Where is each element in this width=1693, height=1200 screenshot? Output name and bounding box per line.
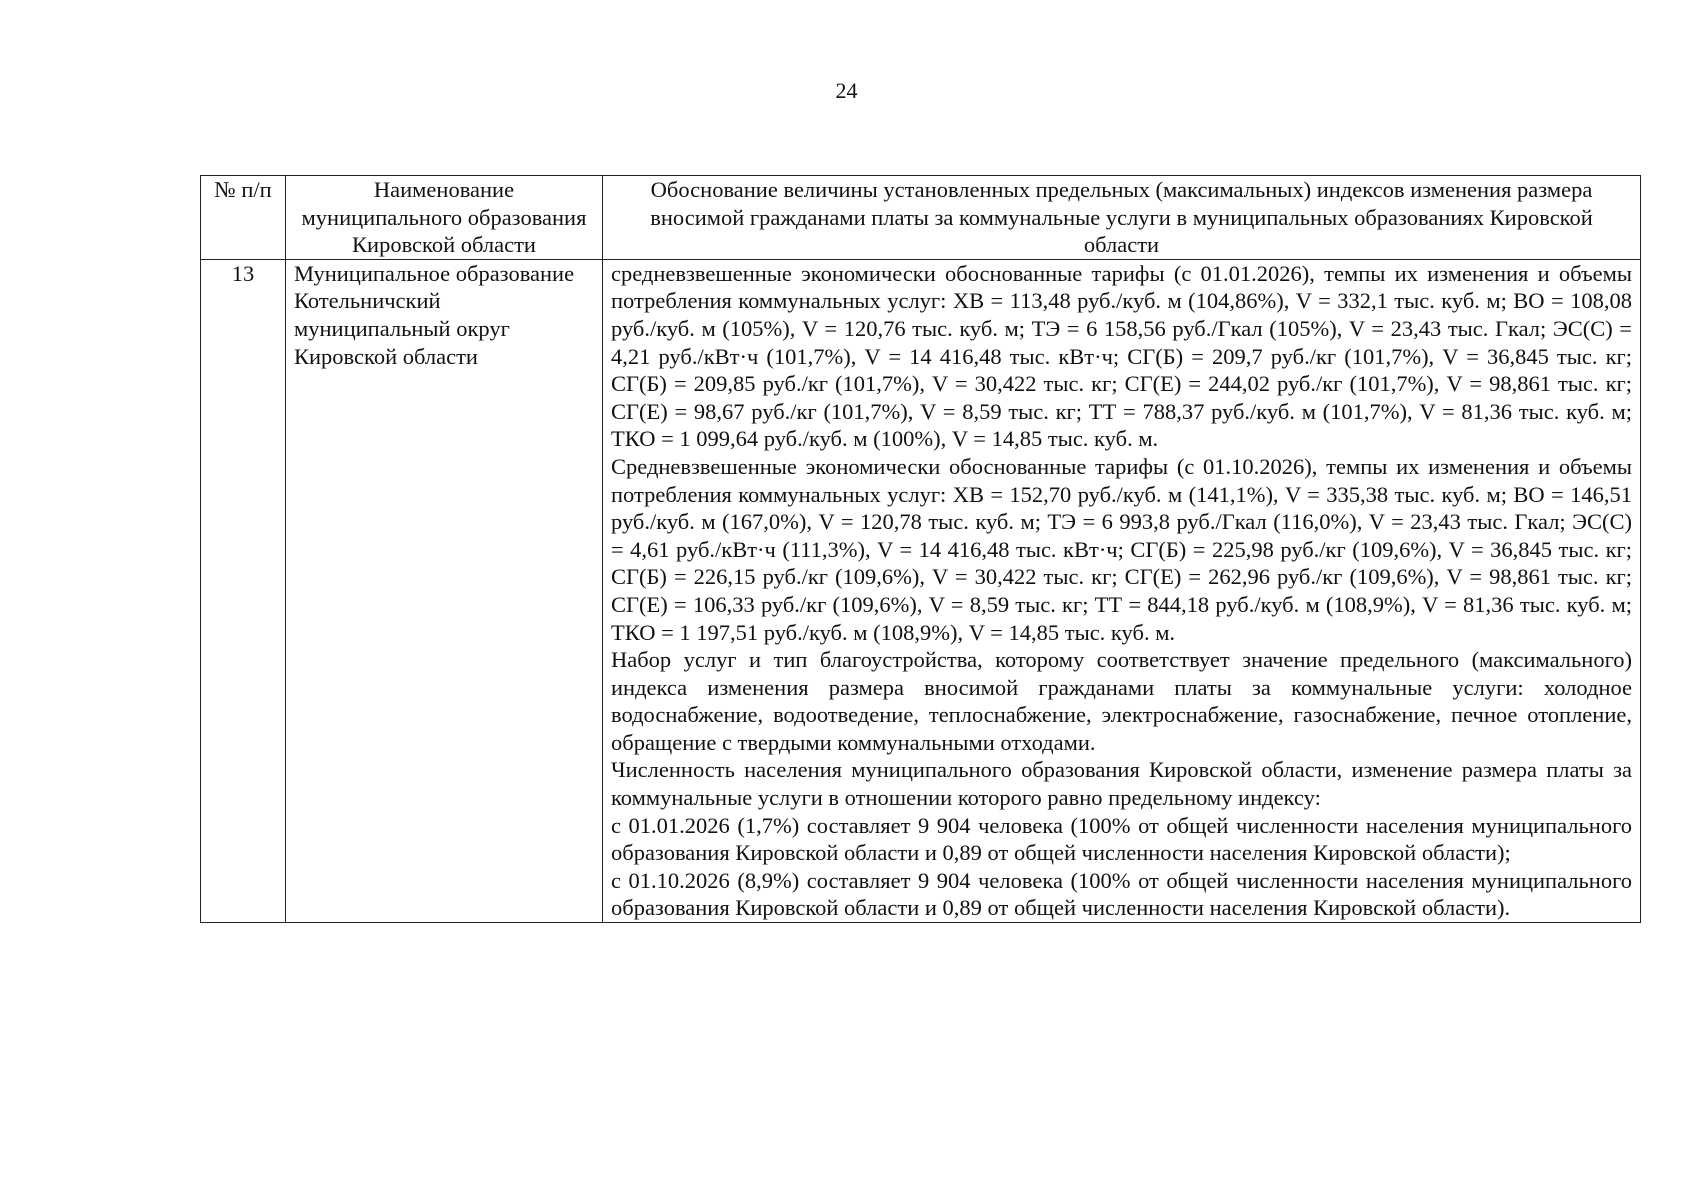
justification-cell [603, 259, 1641, 922]
header-municipality-name: Наименование муниципального образования Кировской области [286, 176, 603, 260]
population-jan-paragraph: с 01.01.2026 (1,7%) составляет 9 904 человека (100% от общей численности населения муниципального образования Кировской области и 0,89 от общей численности населения Кировской области); [611, 812, 1632, 866]
row-number: 13 [201, 259, 286, 922]
header-row [201, 176, 1641, 260]
population-oct-paragraph: с 01.10.2026 (8,9%) составляет 9 904 человека (100% от общей численности населения муниципального образования Кировской области и 0,89 от общей численности населения Кировской области). [611, 867, 1632, 921]
population-intro-paragraph: Численность населения муниципального образования Кировской области, изменение размера платы за коммунальные услуги в отношении которого равно предельному индексу: [611, 757, 1632, 811]
page-number: 24 [835, 78, 858, 103]
indices-table [200, 175, 1641, 923]
table-body [201, 259, 1641, 922]
header-row-number: № п/п [201, 176, 286, 260]
services-set-paragraph: Набор услуг и тип благоустройства, которому соответствует значение предельного (максимального) индекса изменения размера вносимой гражданами платы за коммунальные услуги: холодное водоснабжение, водоотведение, теплоснабжение, электроснабжение, газоснабжение, печное отопление, обращение с твердыми коммунальными отходами. [611, 647, 1632, 755]
table-header [201, 176, 1641, 260]
municipality-name: Муниципальное образование Котельничский муниципальный округ Кировской области [286, 259, 603, 922]
table-row [201, 259, 1641, 922]
header-justification: Обоснование величины установленных предельных (максимальных) индексов изменения размера вносимой гражданами платы за коммунальные услуги в муниципальных образованиях Кировской области [603, 176, 1641, 260]
tariffs-oct-paragraph: Средневзвешенные экономически обоснованные тарифы (с 01.10.2026), темпы их изменения и объемы потребления коммунальных услуг: ХВ = 152,70 руб./куб. м (141,1%), V = 335,38 тыс. куб. м; ВО = 146,51 руб./куб. м (167,0%), V = 120,78 тыс. куб. м; ТЭ = 6 993,8 руб./Гкал (116,0%), V = 23,43 тыс. Гкал; ЭС(С) = 4,61 руб./кВт·ч (111,3%), V = 14 416,48 тыс. кВт·ч; СГ(Б) = 225,98 руб./кг (109,6%), V = 36,845 тыс. кг; СГ(Б) = 226,15 руб./кг (109,6%), V = 30,422 тыс. кг; СГ(Е) = 262,96 руб./кг (109,6%), V = 98,861 тыс. кг; СГ(Е) = 106,33 руб./кг (109,6%), V = 8,59 тыс. кг; ТТ = 844,18 руб./куб. м (108,9%), V = 81,36 тыс. куб. м; ТКО = 1 197,51 руб./куб. м (108,9%), V = 14,85 тыс. куб. м. [611, 453, 1632, 645]
tariffs-jan-paragraph: средневзвешенные экономически обоснованные тарифы (с 01.01.2026), темпы их изменения и объемы потребления коммунальных услуг: ХВ = 113,48 руб./куб. м (104,86%), V = 332,1 тыс. куб. м; ВО = 108,08 руб./куб. м (105%), V = 120,76 тыс. куб. м; ТЭ = 6 158,56 руб./Гкал (105%), V = 23,43 тыс. Гкал; ЭС(С) = 4,21 руб./кВт·ч (101,7%), V = 14 416,48 тыс. кВт·ч; СГ(Б) = 209,7 руб./кг (101,7%), V = 36,845 тыс. кг; СГ(Б) = 209,85 руб./кг (101,7%), V = 30,422 тыс. кг; СГ(Е) = 244,02 руб./кг (101,7%), V = 98,861 тыс. кг; СГ(Е) = 98,67 руб./кг (101,7%), V = 8,59 тыс. кг; ТТ = 788,37 руб./куб. м (101,7%), V = 81,36 тыс. куб. м; ТКО = 1 099,64 руб./куб. м (100%), V = 14,85 тыс. куб. м. [611, 260, 1632, 452]
